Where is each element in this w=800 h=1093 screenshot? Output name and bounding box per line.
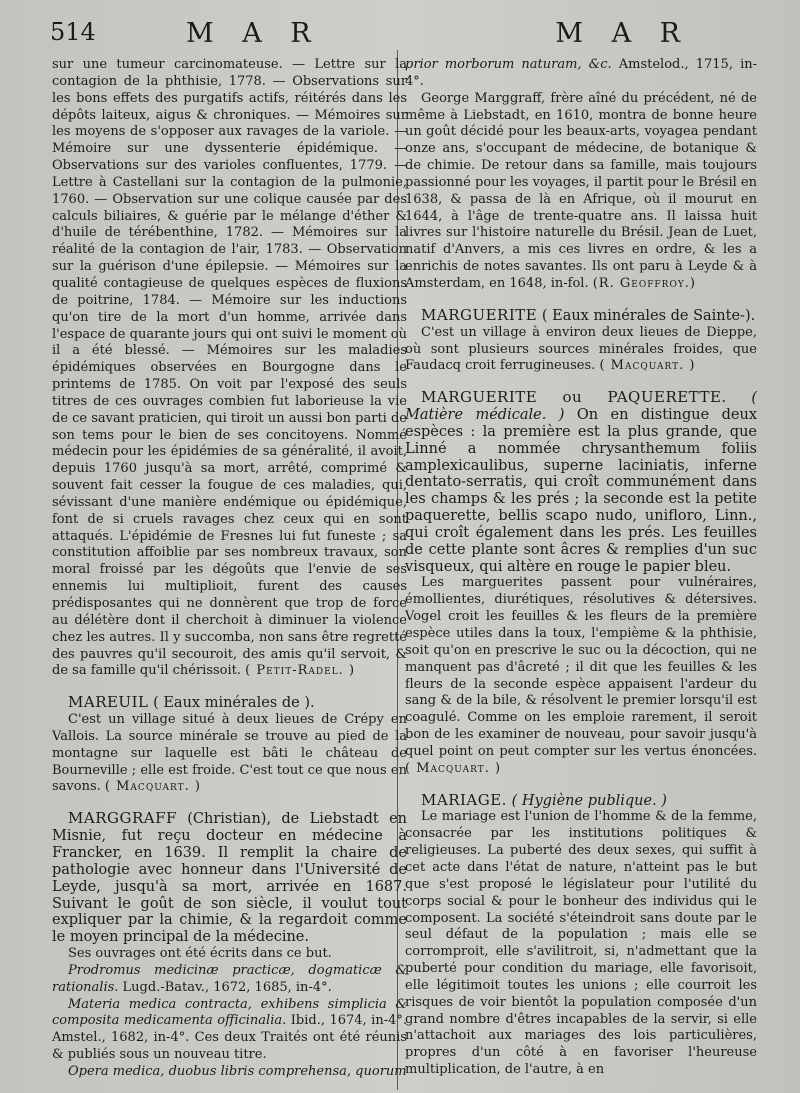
paragraph-text: On en distingue deux espèces : la première est la plus grande, que Linné a nommée chrysanthemum foliis amplexicaulibus, superne laciniatis, inferne dentato-serratis, qui croît communément dans les champs & les prés ; la seconde est la petite paquerette, bellis scapo nudo, unifloro, Linn., qui croît également dans les prés. Les feuilles de cette plante sont âcres & remplies d'un suc visqueux, qui altère en rouge le papier bleu.: [405, 407, 758, 575]
headword: MARGUERITE ou PAQUERETTE.: [421, 388, 727, 407]
headword: MARGUERITE: [421, 305, 538, 324]
entry-heading-marggraff: [52, 810, 407, 946]
author-signature: ( Macquart. ): [104, 779, 201, 795]
entry-heading-paquerette: [405, 389, 757, 575]
entry-heading-marguerite: [405, 307, 757, 325]
entry-heading-mareuil: [52, 694, 407, 712]
bibliography-item: [52, 997, 407, 1064]
author-signature: ( Macquart. ): [599, 358, 696, 374]
paragraph-text: (Christian), de Liebstadt en Misnie, fut reçu docteur en médecine à Francker, en 1639. Il remplit la chaire de pathologie avec honneur dans l'Université de Leyde, jusqu'à sa mort, arrivée en 1687. Suivant le goût de son siècle, il voulut tout expliquer par la chimie, & la regardoit comme le moyen principal de la médecine.: [52, 811, 407, 946]
paragraph: [405, 575, 757, 777]
right-column: [405, 57, 757, 1079]
left-running-title: M A R: [186, 18, 321, 49]
latin-title: prior morborum naturam, &c.: [405, 57, 612, 72]
author-signature: (R. Geoffroy.): [592, 275, 696, 291]
headword-qualifier: ( Eaux minérales de Sainte-).: [541, 307, 756, 324]
paragraph-text: George Marggraff, frère aîné du précédent, né de même à Liebstadt, en 1610, montra de bonne heure un goût décidé pour les beaux-arts, voyagea pendant onze ans, s'occupant de médecine, de botanique & de chimie. De retour dans sa famille, mais toujours passionné pour les voyages, il partit pour le Brésil en 1638, & passa de là en Afrique, où il mourut en 1644, à l'âge de trente-quatre ans. Il laissa huit livres sur l'histoire naturelle du Brésil. Jean de Luet, natif d'Anvers, a mis ces livres en ordre, & les a enrichis de notes savantes. Ils ont paru à Leyde & à Amsterdam, en 1648, in-fol.: [405, 90, 757, 291]
headword-qualifier: ( Matière médicale. ): [405, 390, 758, 424]
bibliography-item: [405, 57, 757, 91]
paragraph: [405, 325, 757, 376]
paragraph-text: C'est un village à environ deux lieues de Dieppe, où sont plusieurs sources minérales froides, que Faudacq croit ferrugineuses.: [405, 324, 757, 374]
right-running-title: M A R: [555, 18, 690, 49]
publication-info: Amstelod., 1715, in-4°.: [405, 57, 757, 89]
latin-title: Opera medica, duobus libris comprehensa, quorum: [68, 1063, 407, 1079]
entry-heading-mariage: [405, 792, 757, 810]
author-signature: ( Macquart. ): [405, 760, 502, 776]
headword: MAREUIL: [68, 693, 149, 712]
page-number: 514: [50, 18, 96, 46]
paragraph: [405, 91, 757, 293]
paragraph-text: sur une tumeur carcinomateuse. — Lettre sur la contagion de la phthisie, 1778. — Observations sur les bons effets des purgatifs actifs, réitérés dans les dépôts laiteux, aigus & chroniques. — Mémoires sur les moyens de s'opposer aux ravages de la variole. — Mémoire sur une dyssenterie épidémique. — Observations sur des varioles confluentes, 1779. — Lettre à Castellani sur la contagion de la pulmonie, 1760. — Observation sur une colique causée par des calculs biliaires, & guérie par le mélange d'éther & d'huile de térébenthine, 1782. — Mémoires sur la réalité de la contagion de l'air, 1783. — Observation sur la guérison d'une épilepsie. — Mémoires sur la qualité contagieuse de quelques espèces de fluxions de poitrine, 1784. — Mémoire sur les inductions qu'on tire de la mort d'un homme, arrivée dans l'espace de quarante jours qui ont suivi le moment où il a été blessé. — Mémoires sur les maladies épidémiques observées en Bourgogne dans le printems de 1785. On voit par l'exposé des seuls titres de ces ouvrages combien fut laborieuse la vie de ce savant praticien, qui tiroit un aussi bon parti de son tems pour le bien de ses concitoyens. Nommé médecin pour les épidémies de sa généralité, il avoit, depuis 1760 jusqu'à sa mort, arrêté, comprimé & souvent fait cesser la fougue de ces maladies, qui, sévissant d'une manière endémique ou épidémique, font de si cruels ravages chez ceux qui en sont attaqués. L'épidémie de Fresnes lui fut funeste ; sa constitution affoiblie par ses nombreux travaux, son moral froissé par les dégoûts que l'envie de ses ennemis lui multiplioit, furent des causes prédisposantes qui ne donnèrent que trop de force au délétère dont il cherchoit à diminuer la violence chez les autres. Il y succomba, non sans être regretté des pauvres qu'il secouroit, des amis qu'il servoit, & de sa famille qu'il chérissoit.: [52, 57, 407, 679]
latin-title: Prodromus medicinæ practicæ, dogmaticæ & rationalis.: [52, 962, 407, 995]
paragraph-text: C'est un village situé à deux lieues de Crépy en Vallois. La source minérale se trouve au pied de la montagne sur laquelle est bâti le château de Bourneville ; elle est froide. C'est tout ce que nous en savons.: [52, 712, 407, 795]
paragraph: [52, 57, 407, 680]
headword: MARGGRAFF: [68, 809, 177, 828]
author-signature: ( Petit-Radel. ): [245, 663, 356, 679]
paragraph-text: Les marguerites passent pour vulnéraires, émollientes, diurétiques, résolutives & détersives. Vogel croit les feuilles & les fleurs de la première espèce utiles dans la toux, l'empième & la phthisie, soit qu'on en prescrive le suc ou la décoction, qui ne manquent pas d'âcreté ; il dit que les feuilles & les fleurs de la seconde espèce appaisent l'ardeur du sang & de la bile, & résolvent le premier lorsqu'il est coagulé. Comme on les emploie rarement, il seroit bon de les examiner de nouveau, pour savoir jusqu'à quel point on peut compter sur les vertus énoncées.: [405, 575, 757, 759]
paragraph: Le mariage est l'union de l'homme & de la femme, consacrée par les institutions politiques & religieuses. La puberté des deux sexes, qui suffit à cet acte dans l'état de nature, n'atteint pas le but que s'est proposé le législateur pour l'utilité du corps social & pour le bonheur des individus qui le composent. La société s'éteindroit sans doute par le seul défaut de la population ; mais elle se corromproit, elle s'avilitroit, si, n'admettant que la puberté pour condition du mariage, elle favorisoit, elle légitimoit toutes les unions ; elle courroit les risques de voir bientôt la population composée d'un grand nombre d'êtres incapables de la servir, si elle n'attachoit aux mariages des lois particulières, propres d'un côté à en favoriser l'heureuse multiplication, de l'autre, à en: [405, 809, 757, 1078]
publication-info: Ibid., 1674, in-4°. Amstel., 1682, in-4°. Ces deux Traités ont été réunis & publiés sous un nouveau titre.: [52, 1013, 407, 1063]
headword-qualifier: ( Hygiène publique. ): [511, 792, 667, 809]
paragraph: [52, 712, 407, 796]
left-column: [52, 57, 407, 1081]
bibliography-item: [52, 963, 407, 997]
headword: MARIAGE.: [421, 790, 507, 809]
publication-info: Lugd.-Batav., 1672, 1685, in-4°.: [118, 979, 332, 995]
paragraph: Ses ouvrages ont été écrits dans ce but.: [68, 946, 332, 962]
running-head: [50, 18, 760, 52]
bibliography-item: [52, 1064, 407, 1081]
latin-title: Materia medica contracta, exhibens simplicia & composita medicamenta officinalia.: [52, 996, 407, 1029]
headword-qualifier: ( Eaux minérales de ).: [153, 695, 315, 712]
